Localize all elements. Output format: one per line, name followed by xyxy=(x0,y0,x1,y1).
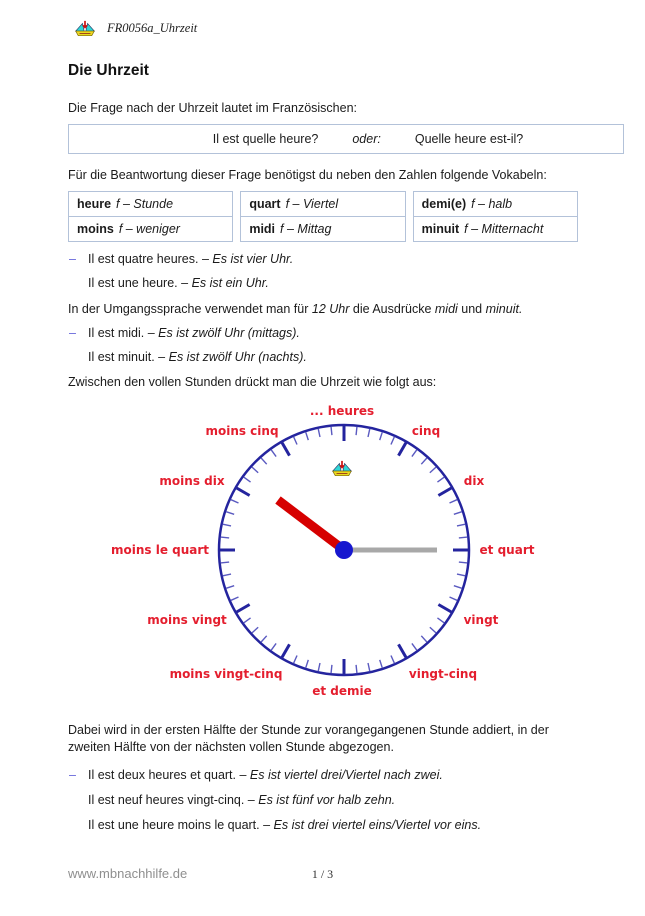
vocab-cell xyxy=(68,191,233,217)
document-id: FR0056a_Uhrzeit xyxy=(107,21,198,35)
clock-label-moins-vingt: moins vingt xyxy=(147,613,227,627)
example-line xyxy=(68,275,578,292)
example-german: Es ist fünf vor halb zehn. xyxy=(258,793,396,807)
page-title: Die Uhrzeit xyxy=(68,62,149,79)
vocab-translation: f – Viertel xyxy=(285,197,339,211)
vocab-cell xyxy=(240,191,405,217)
example-line xyxy=(68,817,578,834)
clock-label-et-quart: et quart xyxy=(479,543,535,557)
examples-midi-minuit xyxy=(68,325,578,373)
colloquial-paragraph xyxy=(68,301,578,318)
vocab-table xyxy=(68,191,578,242)
question-french-1: Il est quelle heure? xyxy=(212,132,319,146)
text-segment: In der Umgangssprache verwendet man für xyxy=(68,302,312,316)
italic-segment: minuit. xyxy=(485,302,523,316)
example-german: Es ist drei viertel eins/Viertel vor eins. xyxy=(273,818,482,832)
example-line xyxy=(68,767,578,784)
vocab-row xyxy=(68,191,578,217)
book-logo-icon xyxy=(331,460,353,480)
question-french-2: Quelle heure est-il? xyxy=(414,132,524,146)
examples-between-hours xyxy=(68,767,578,841)
clock-diagram xyxy=(0,398,645,710)
bullet-dash: – xyxy=(69,252,76,266)
example-german: Es ist zwölf Uhr (mittags). xyxy=(158,326,300,340)
italic-segment: midi xyxy=(434,302,458,316)
vocab-translation: f – Stunde xyxy=(116,197,174,211)
clock-label-moins-cinq: moins cinq xyxy=(205,424,279,438)
vocab-term: midi xyxy=(249,222,276,236)
example-french: Il est minuit. – xyxy=(88,350,166,364)
examples-full-hours xyxy=(68,251,578,299)
text-segment: die Ausdrücke xyxy=(349,302,435,316)
example-french: Il est deux heures et quart. – xyxy=(88,768,247,782)
italic-segment: 12 Uhr xyxy=(311,302,350,316)
vocab-row xyxy=(68,216,578,242)
hour-hand xyxy=(278,500,344,550)
example-line xyxy=(68,792,578,809)
example-german: Es ist zwölf Uhr (nachts). xyxy=(168,350,307,364)
clock-label-heures: ... heures xyxy=(309,404,375,418)
example-line xyxy=(68,349,578,366)
addition-rule-paragraph: Dabei wird in der ersten Hälfte der Stunde zur vorangegangenen Stunde addiert, in der zweiten Hälfte von der nächsten vollen Stunde abgezogen. xyxy=(68,723,549,754)
vocab-term: moins xyxy=(77,222,114,236)
clock-label-moins-dix: moins dix xyxy=(159,474,225,488)
vocab-translation: f – Mittag xyxy=(280,222,332,236)
clock-label-et-demie: et demie xyxy=(312,684,372,698)
vocab-cell xyxy=(413,216,578,242)
example-french: Il est quatre heures. – xyxy=(88,252,209,266)
clock-center-dot xyxy=(335,541,353,559)
vocab-term: quart xyxy=(249,197,281,211)
bullet-dash: – xyxy=(69,768,76,782)
example-line xyxy=(68,325,578,342)
clock-label-vingt: vingt xyxy=(463,613,499,627)
clock-label-moins-le-quart: moins le quart xyxy=(110,543,210,557)
intro-paragraph: Die Frage nach der Uhrzeit lautet im Französischen: xyxy=(68,101,358,115)
clock-label-vingt-cinq: vingt-cinq xyxy=(408,667,478,681)
example-french: Il est neuf heures vingt-cinq. – xyxy=(88,793,255,807)
vocab-intro-paragraph: Für die Beantwortung dieser Frage benötigst du neben den Zahlen folgende Vokabeln: xyxy=(68,168,547,182)
bullet-dash: – xyxy=(69,326,76,340)
example-french: Il est une heure. – xyxy=(88,276,189,290)
vocab-term: heure xyxy=(77,197,112,211)
vocab-cell xyxy=(68,216,233,242)
vocab-cell xyxy=(240,216,405,242)
page-header xyxy=(74,20,197,37)
vocab-translation: f – Mitternacht xyxy=(464,222,544,236)
clock-label-moins-vingt-cinq: moins vingt-cinq xyxy=(169,667,283,681)
between-hours-paragraph: Zwischen den vollen Stunden drückt man die Uhrzeit wie folgt aus: xyxy=(68,375,437,389)
clock-label-cinq: cinq xyxy=(411,424,441,438)
vocab-translation: f – halb xyxy=(471,197,513,211)
text-segment: und xyxy=(457,302,486,316)
book-logo-icon xyxy=(74,20,96,37)
vocab-term: demi(e) xyxy=(421,197,467,211)
vocab-term: minuit xyxy=(421,222,460,236)
example-french: Il est une heure moins le quart. – xyxy=(88,818,271,832)
example-line xyxy=(68,251,578,268)
vocab-translation: f – weniger xyxy=(118,222,180,236)
clock-label-dix: dix xyxy=(463,474,485,488)
footer-page-number: 1 / 3 xyxy=(311,867,334,881)
question-box xyxy=(68,124,624,154)
footer-website: www.mbnachhilfe.de xyxy=(68,866,188,881)
example-german: Es ist ein Uhr. xyxy=(191,276,269,290)
question-connector: oder: xyxy=(352,132,381,146)
example-german: Es ist vier Uhr. xyxy=(212,252,294,266)
example-french: Il est midi. – xyxy=(88,326,155,340)
example-german: Es ist viertel drei/Viertel nach zwei. xyxy=(249,768,443,782)
vocab-cell xyxy=(413,191,578,217)
